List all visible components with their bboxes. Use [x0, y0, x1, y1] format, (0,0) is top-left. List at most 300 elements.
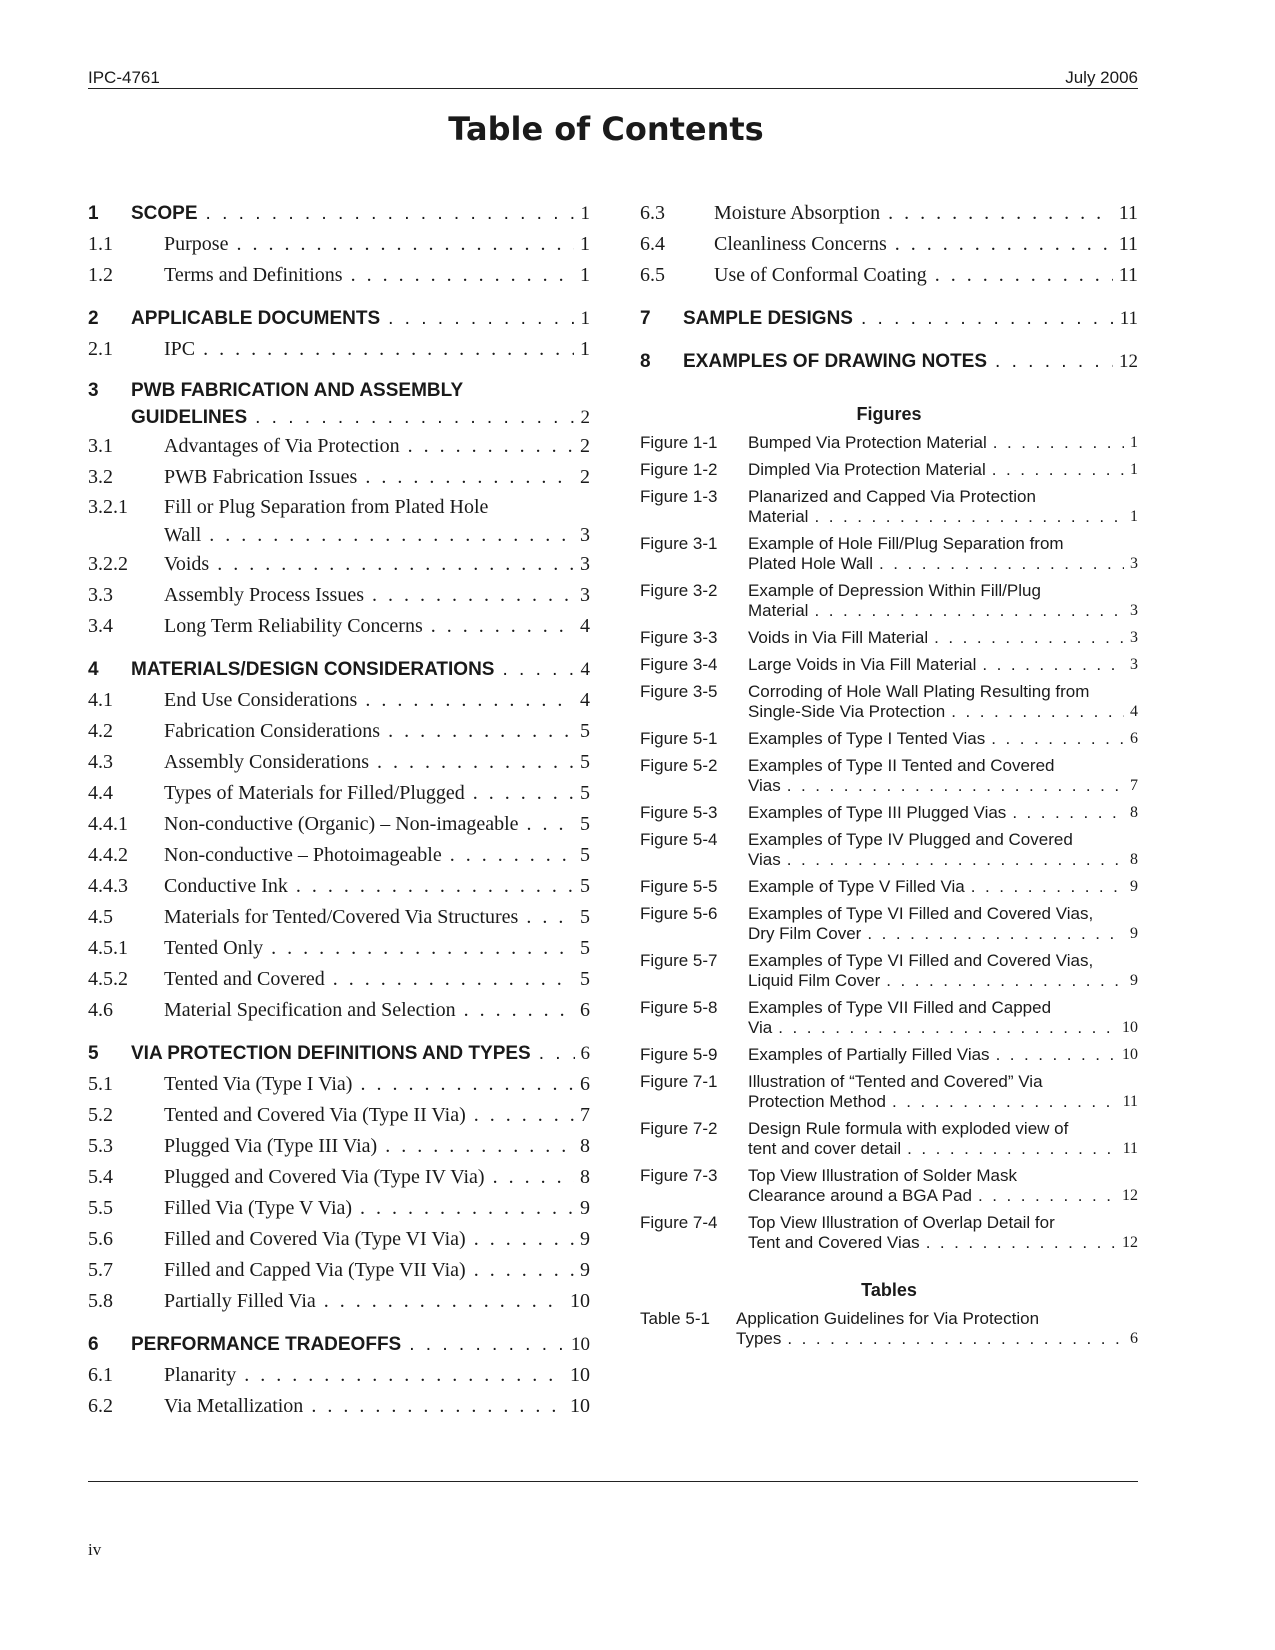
toc-number: 6.1: [88, 1364, 113, 1386]
toc-page-number: 2: [580, 466, 590, 488]
toc-title-row: [714, 260, 1138, 291]
caption-text: Types: [736, 1329, 782, 1348]
toc-number: 5: [88, 1043, 99, 1064]
toc-title-row: [164, 1360, 590, 1391]
dot-leader: [351, 260, 574, 291]
toc-title: Via Metallization: [164, 1395, 304, 1417]
figure-number: Figure 3-2: [640, 581, 718, 600]
figure-number: Figure 7-4: [640, 1213, 718, 1232]
toc-title: Tented and Covered Via (Type II Via): [164, 1104, 466, 1126]
toc-entry: [88, 334, 590, 365]
toc-entry: [88, 1162, 590, 1193]
figure-entry: [640, 1213, 1138, 1253]
toc-title: Non-conductive – Photoimageable: [164, 844, 442, 866]
figure-entry: [640, 1072, 1138, 1112]
toc-number: 8: [640, 351, 651, 372]
caption-page-number: 7: [1130, 777, 1138, 794]
toc-entry: [88, 549, 590, 580]
caption-line: Illustration of “Tented and Covered” Via: [748, 1072, 1043, 1091]
figure-entry: [640, 729, 1138, 749]
dot-leader: [787, 776, 1124, 796]
toc-number: 6.2: [88, 1395, 113, 1417]
toc-page-number: 8: [580, 1166, 590, 1188]
caption-text: Vias: [748, 776, 781, 795]
toc-page-number: 9: [580, 1259, 590, 1281]
caption-row: [748, 1045, 1138, 1065]
toc-number: 5.5: [88, 1197, 113, 1219]
toc-number: 5.6: [88, 1228, 113, 1250]
caption-line: Examples of Type IV Plugged and Covered: [748, 830, 1073, 849]
caption-row: [748, 729, 1138, 749]
toc-number: 4.3: [88, 751, 113, 773]
toc-entry: [88, 685, 590, 716]
toc-title: SCOPE: [131, 203, 198, 224]
toc-number: 6.3: [640, 202, 665, 224]
toc-page-number: 11: [1118, 233, 1138, 255]
toc-number: 4.1: [88, 689, 113, 711]
caption-line: Corroding of Hole Wall Plating Resulting from: [748, 682, 1090, 701]
toc-title-row: [131, 1038, 590, 1069]
caption-row: [748, 433, 1138, 453]
toc-page-number: 5: [580, 720, 590, 742]
caption-text: Material: [748, 507, 809, 526]
figure-number: Figure 3-4: [640, 655, 718, 674]
toc-page-number: 1: [580, 203, 590, 224]
figure-number: Figure 5-7: [640, 951, 718, 970]
toc-entry: [88, 462, 590, 493]
toc-title-row: [131, 303, 590, 334]
figure-entry: [640, 1166, 1138, 1206]
caption-text: Clearance around a BGA Pad: [748, 1186, 972, 1205]
toc-number: 4: [88, 659, 99, 680]
toc-title-row: [131, 404, 590, 431]
toc-section: [640, 346, 1138, 377]
caption-text: Examples of Type III Plugged Vias: [748, 803, 1007, 822]
figure-number: Figure 1-3: [640, 487, 718, 506]
toc-title-row: [164, 521, 590, 549]
toc-number: 5.3: [88, 1135, 113, 1157]
table-entry: [640, 1309, 1138, 1349]
toc-entry: [88, 1131, 590, 1162]
dot-leader: [372, 580, 574, 611]
toc-title-row: [164, 902, 590, 933]
dot-leader: [978, 1186, 1116, 1206]
toc-entry: [88, 431, 590, 462]
page-title: Table of Contents: [448, 110, 764, 148]
dot-leader: [1012, 803, 1124, 823]
figure-number: Figure 1-1: [640, 433, 718, 452]
toc-title-row: [131, 198, 590, 229]
figure-entry: [640, 628, 1138, 648]
dot-leader: [493, 1162, 574, 1193]
toc-title: Assembly Considerations: [164, 751, 369, 773]
figure-entry: [640, 998, 1138, 1038]
toc-right-column: [640, 198, 1138, 1356]
toc-title: Plugged and Covered Via (Type IV Via): [164, 1166, 485, 1188]
header-rule: [88, 88, 1138, 89]
dot-leader: [236, 229, 574, 260]
caption-page-number: 1: [1130, 508, 1138, 525]
figure-number: Figure 5-9: [640, 1045, 718, 1064]
toc-page-number: 3: [580, 524, 590, 546]
dot-leader: [992, 460, 1124, 480]
toc-number: 2.1: [88, 338, 113, 360]
dot-leader: [209, 521, 574, 549]
toc-entry: [88, 493, 590, 549]
figures-heading: Figures: [856, 404, 922, 424]
toc-number: 4.4.2: [88, 844, 128, 866]
figure-number: Figure 5-8: [640, 998, 718, 1017]
toc-page-number: 5: [580, 906, 590, 928]
toc-number: 1.1: [88, 233, 113, 255]
caption-text: Tent and Covered Vias: [748, 1233, 920, 1252]
dot-leader: [255, 404, 574, 431]
toc-number: 3: [88, 380, 99, 401]
toc-title: Terms and Definitions: [164, 264, 343, 286]
dot-leader: [526, 902, 574, 933]
toc-title-row: [164, 462, 590, 493]
figure-entry: [640, 877, 1138, 897]
caption-text: Dimpled Via Protection Material: [748, 460, 986, 479]
dot-leader: [244, 1360, 564, 1391]
dot-leader: [206, 198, 575, 229]
toc-page-number: 12: [1119, 351, 1138, 372]
caption-row: [748, 1139, 1138, 1159]
toc-number: 3.2.1: [88, 496, 128, 518]
toc-entry: [88, 995, 590, 1026]
toc-number: 4.6: [88, 999, 113, 1021]
toc-entry: [88, 933, 590, 964]
figure-entry: [640, 1045, 1138, 1065]
toc-entry: [88, 1360, 590, 1391]
toc-number: 4.5.1: [88, 937, 128, 959]
toc-page-number: 1: [580, 233, 590, 255]
toc-title-row: [164, 809, 590, 840]
toc-page-number: 5: [580, 751, 590, 773]
toc-title: End Use Considerations: [164, 689, 358, 711]
toc-title: Filled Via (Type V Via): [164, 1197, 353, 1219]
toc-title: SAMPLE DESIGNS: [683, 308, 853, 329]
caption-text: Material: [748, 601, 809, 620]
caption-row: [748, 554, 1138, 574]
caption-row: [748, 803, 1138, 823]
toc-page-number: 1: [580, 338, 590, 360]
toc-page-number: 4: [580, 615, 590, 637]
toc-title-row: [164, 933, 590, 964]
toc-title: Filled and Capped Via (Type VII Via): [164, 1259, 466, 1281]
caption-page-number: 12: [1122, 1234, 1138, 1251]
toc-title: Assembly Process Issues: [164, 584, 364, 606]
caption-line: Examples of Type VI Filled and Covered Vias,: [748, 951, 1094, 970]
caption-row: [748, 507, 1138, 527]
caption-row: [748, 655, 1138, 675]
caption-text: Bumped Via Protection Material: [748, 433, 987, 452]
toc-number: 3.2.2: [88, 553, 128, 575]
toc-number: 4.5.2: [88, 968, 128, 990]
toc-number: 4.2: [88, 720, 113, 742]
caption-row: [748, 1186, 1138, 1206]
toc-title: APPLICABLE DOCUMENTS: [131, 308, 381, 329]
toc-entry: [88, 871, 590, 902]
caption-page-number: 1: [1130, 461, 1138, 478]
dot-leader: [474, 1224, 574, 1255]
toc-title: Partially Filled Via: [164, 1290, 316, 1312]
tables-list: [640, 1309, 1138, 1349]
toc-title: Conductive Ink: [164, 875, 288, 897]
toc-title: MATERIALS/DESIGN CONSIDERATIONS: [131, 659, 495, 680]
toc-title-row: [164, 1131, 590, 1162]
toc-page-number: 5: [580, 875, 590, 897]
caption-page-number: 1: [1130, 434, 1138, 451]
figure-number: Figure 3-3: [640, 628, 718, 647]
caption-text: Vias: [748, 850, 781, 869]
toc-page-number: 8: [580, 1135, 590, 1157]
toc-title-line: PWB FABRICATION AND ASSEMBLY: [131, 380, 464, 401]
toc-page-number: 3: [580, 584, 590, 606]
figure-entry: [640, 655, 1138, 675]
toc-number: 3.3: [88, 584, 113, 606]
toc-entry: [88, 1193, 590, 1224]
caption-row: [748, 924, 1138, 944]
dot-leader: [527, 809, 574, 840]
dot-leader: [333, 964, 574, 995]
dot-leader: [879, 554, 1124, 574]
toc-title-row: [164, 1162, 590, 1193]
dot-leader: [296, 871, 574, 902]
caption-text: Examples of Type I Tented Vias: [748, 729, 986, 748]
dot-leader: [926, 1233, 1116, 1253]
dot-leader: [951, 702, 1124, 722]
toc-title-row: [164, 260, 590, 291]
toc-entry: [640, 260, 1138, 291]
toc-title-row: [164, 840, 590, 871]
dot-leader: [934, 628, 1124, 648]
toc-page-number: 2: [580, 435, 590, 457]
caption-page-number: 8: [1130, 804, 1138, 821]
toc-entry: [88, 1100, 590, 1131]
toc-entry: [88, 1286, 590, 1317]
figure-entry: [640, 534, 1138, 574]
toc-title-row: [164, 549, 590, 580]
dot-leader: [311, 1391, 564, 1422]
caption-page-number: 3: [1130, 555, 1138, 572]
caption-line: Design Rule formula with exploded view of: [748, 1119, 1069, 1138]
toc-title-row: [164, 871, 590, 902]
caption-row: [748, 460, 1138, 480]
dot-leader: [778, 1018, 1116, 1038]
caption-page-number: 3: [1130, 629, 1138, 646]
toc-page-number: 6: [580, 1073, 590, 1095]
caption-text: Examples of Partially Filled Vias: [748, 1045, 990, 1064]
caption-page-number: 10: [1122, 1046, 1138, 1063]
toc-entry: [88, 1255, 590, 1286]
dot-leader: [474, 1255, 574, 1286]
caption-row: [748, 601, 1138, 621]
toc-title: Plugged Via (Type III Via): [164, 1135, 378, 1157]
toc-number: 5.4: [88, 1166, 113, 1188]
toc-number: 3.1: [88, 435, 113, 457]
toc-page-number: 5: [580, 782, 590, 804]
tables-heading: Tables: [861, 1280, 917, 1300]
toc-entry: [88, 1069, 590, 1100]
toc-entry: [640, 229, 1138, 260]
dot-leader: [360, 1193, 574, 1224]
toc-title: Wall: [164, 524, 202, 546]
toc-page-number: 6: [580, 1043, 590, 1064]
toc-title-row: [164, 1255, 590, 1286]
toc-title: Tented Via (Type I Via): [164, 1073, 353, 1095]
toc-title-row: [164, 1069, 590, 1100]
toc-title: Voids: [164, 553, 210, 575]
toc-number: 2: [88, 308, 99, 329]
toc-page-number: 10: [570, 1395, 590, 1417]
toc-page-number: 9: [580, 1228, 590, 1250]
caption-line: Examples of Type II Tented and Covered: [748, 756, 1055, 775]
toc-entry: [88, 229, 590, 260]
dot-leader: [993, 433, 1124, 453]
dot-leader: [971, 877, 1124, 897]
toc-page-number: 9: [580, 1197, 590, 1219]
toc-section: [88, 654, 590, 685]
figure-number: Figure 5-2: [640, 756, 718, 775]
caption-row: [748, 1018, 1138, 1038]
document-date: July 2006: [1065, 68, 1138, 87]
document-id: IPC-4761: [88, 68, 160, 87]
caption-page-number: 3: [1130, 602, 1138, 619]
caption-page-number: 3: [1130, 656, 1138, 673]
toc-title-row: [131, 654, 590, 685]
figure-entry: [640, 581, 1138, 621]
figure-entry: [640, 460, 1138, 480]
dot-leader: [888, 198, 1113, 229]
toc-title: VIA PROTECTION DEFINITIONS AND TYPES: [131, 1043, 531, 1064]
toc-title-row: [164, 229, 590, 260]
dot-leader: [935, 260, 1113, 291]
dot-leader: [787, 1329, 1124, 1349]
toc-number: 3.2: [88, 466, 113, 488]
toc-number: 4.5: [88, 906, 113, 928]
toc-title: IPC: [164, 338, 196, 360]
toc-title-row: [164, 778, 590, 809]
toc-title-row: [714, 198, 1138, 229]
dot-leader: [502, 654, 574, 685]
footer-page-number: iv: [88, 1540, 102, 1559]
toc-title-row: [164, 431, 590, 462]
dot-leader: [996, 1045, 1116, 1065]
toc-entry: [88, 778, 590, 809]
figure-entry: [640, 1119, 1138, 1159]
dot-leader: [907, 1139, 1116, 1159]
caption-text: Plated Hole Wall: [748, 554, 874, 573]
toc-title: Moisture Absorption: [714, 202, 881, 224]
figure-entry: [640, 904, 1138, 944]
dot-leader: [814, 601, 1124, 621]
caption-text: Large Voids in Via Fill Material: [748, 655, 977, 674]
dot-leader: [995, 346, 1113, 377]
caption-line: Examples of Type VI Filled and Covered Vias,: [748, 904, 1094, 923]
toc-entry: [88, 902, 590, 933]
toc-number: 6.4: [640, 233, 665, 255]
caption-text: Via: [748, 1018, 773, 1037]
caption-line: Application Guidelines for Via Protection: [736, 1309, 1040, 1328]
toc-page-number: 10: [571, 1334, 590, 1355]
figure-entry: [640, 830, 1138, 870]
dot-leader: [861, 303, 1114, 334]
toc-title-row: [164, 1193, 590, 1224]
dot-leader: [539, 1038, 575, 1069]
figure-number: Figure 5-5: [640, 877, 718, 896]
figure-entry: [640, 682, 1138, 722]
figure-entry: [640, 756, 1138, 796]
figure-number: Figure 1-2: [640, 460, 718, 479]
dot-leader: [409, 1329, 565, 1360]
dot-leader: [360, 1069, 574, 1100]
figure-number: Figure 7-2: [640, 1119, 718, 1138]
dot-leader: [867, 924, 1124, 944]
toc-section: [88, 1329, 590, 1360]
toc-title-row: [164, 1224, 590, 1255]
caption-line: Planarized and Capped Via Protection: [748, 487, 1036, 506]
toc-section: [88, 1038, 590, 1069]
dot-leader: [982, 655, 1124, 675]
toc-entry: [88, 260, 590, 291]
caption-row: [748, 1233, 1138, 1253]
toc-page-number: 5: [580, 937, 590, 959]
caption-page-number: 8: [1130, 851, 1138, 868]
toc-title: Material Specification and Selection: [164, 999, 456, 1021]
toc-page-number: 4: [580, 689, 590, 711]
toc-title: Filled and Covered Via (Type VI Via): [164, 1228, 466, 1250]
dot-leader: [388, 303, 574, 334]
toc-title: Fabrication Considerations: [164, 720, 381, 742]
dot-leader: [271, 933, 574, 964]
toc-title: Use of Conformal Coating: [714, 264, 927, 286]
figure-entry: [640, 487, 1138, 527]
caption-page-number: 6: [1130, 1330, 1138, 1347]
toc-entry: [88, 716, 590, 747]
toc-page-number: 6: [580, 999, 590, 1021]
figure-number: Figure 3-1: [640, 534, 718, 553]
dot-leader: [450, 840, 574, 871]
dot-leader: [388, 716, 574, 747]
dot-leader: [365, 462, 574, 493]
toc-title: Purpose: [164, 233, 229, 255]
toc-entry: [88, 809, 590, 840]
caption-page-number: 6: [1130, 730, 1138, 747]
caption-row: [748, 877, 1138, 897]
toc-title: GUIDELINES: [131, 407, 248, 428]
toc-title: Planarity: [164, 1364, 237, 1386]
figure-number: Figure 5-3: [640, 803, 718, 822]
caption-text: Dry Film Cover: [748, 924, 862, 943]
toc-number: 4.4: [88, 782, 113, 804]
toc-number: 5.1: [88, 1073, 113, 1095]
figure-number: Figure 5-4: [640, 830, 718, 849]
toc-title-row: [164, 1100, 590, 1131]
toc-title-line: Fill or Plug Separation from Plated Hole: [164, 496, 489, 518]
toc-section: [88, 377, 590, 431]
figure-entry: [640, 433, 1138, 453]
toc-title-row: [131, 1329, 590, 1360]
caption-text: Voids in Via Fill Material: [748, 628, 929, 647]
toc-title-row: [164, 611, 590, 642]
caption-page-number: 9: [1130, 878, 1138, 895]
toc-number: 4.4.1: [88, 813, 128, 835]
dot-leader: [217, 549, 574, 580]
caption-text: tent and cover detail: [748, 1139, 902, 1158]
caption-text: Liquid Film Cover: [748, 971, 881, 990]
toc-entry: [88, 747, 590, 778]
